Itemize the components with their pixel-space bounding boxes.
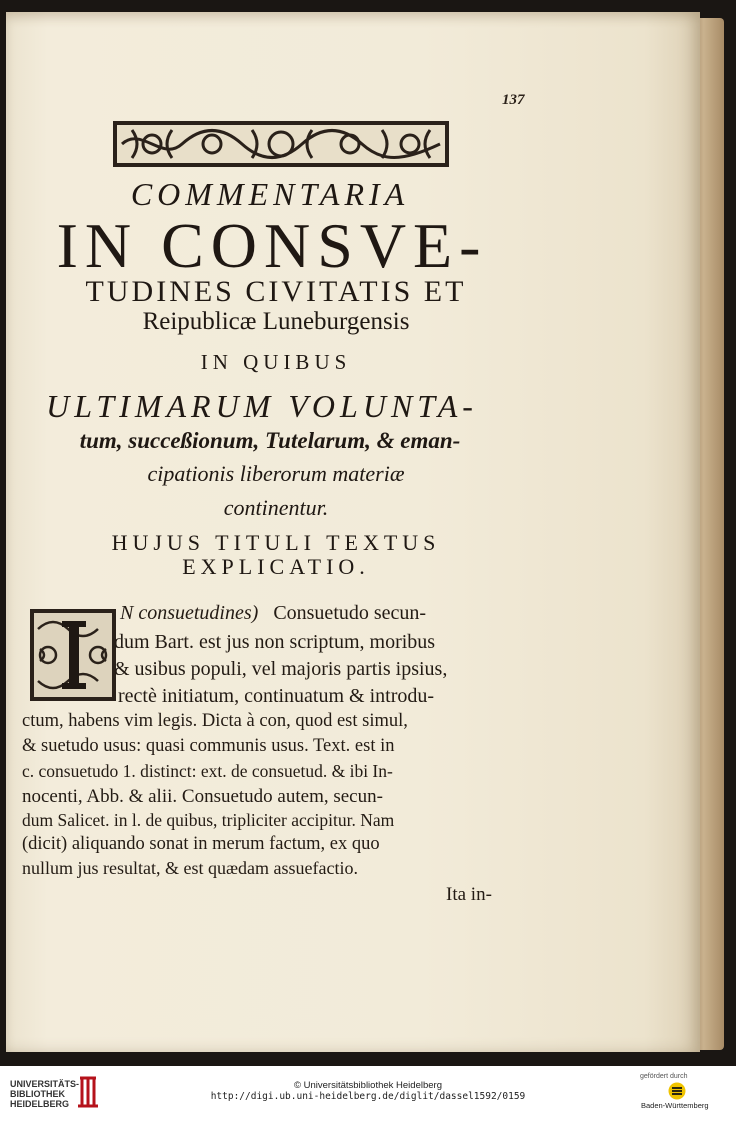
baden-wuerttemberg-crest-icon — [668, 1082, 686, 1100]
body-line-4: rectè initiatum, continuatum & introdu- — [118, 685, 435, 707]
title-in-quibus: IN QUIBUS — [200, 350, 352, 374]
body-line-7: c. consuetudo 1. distinct: ext. de consuetud. & ibi In- — [22, 761, 393, 781]
library-name-line-2: BIBLIOTHEK — [10, 1089, 65, 1099]
title-continentur: continentur. — [223, 495, 329, 520]
title-reipublicae: Reipublicæ Luneburgensis — [142, 308, 410, 335]
body-line-10: (dicit) aliquando sonat in merum factum, ex quo — [22, 834, 380, 854]
title-commentaria: COMMENTARIA — [130, 176, 410, 212]
lemma-text: N consuetudines) — [120, 602, 259, 624]
page-number: 137 — [502, 92, 525, 108]
headpiece-ornament — [112, 120, 450, 168]
decorated-initial — [30, 609, 116, 701]
body-line-1-rest: Consuetudo secun- — [273, 602, 427, 624]
funded-by-label: gefördert durch — [640, 1073, 688, 1080]
subtitle-hujus: HUJUS TITULI TEXTUS — [111, 530, 441, 555]
permalink-url[interactable]: http://digi.ub.uni-heidelberg.de/diglit/dassel1592/0159 — [210, 1091, 526, 1102]
body-line-9: dum Salicet. in l. de quibus, tripliciter accipitur. Nam — [22, 810, 395, 830]
title-in-consve: IN CONSVE- — [56, 210, 488, 281]
body-line-6: & suetudo usus: quasi communis usus. Text. est in — [22, 736, 395, 756]
body-line-1 — [120, 602, 426, 625]
library-name-line-1: UNIVERSITÄTS- — [10, 1079, 80, 1089]
book-page — [6, 12, 700, 1052]
title-ultimarum: ULTIMARUM VOLUNTA- — [46, 388, 478, 424]
body-line-11: nullum jus resultat, & est quædam assuefactio. — [22, 858, 358, 878]
title-successionum: tum, succeßionum, Tutelarum, & eman- — [79, 428, 461, 453]
body-line-8: nocenti, Abb. & alii. Consuetudo autem, secun- — [22, 786, 383, 807]
body-line-5: ctum, habens vim legis. Dicta à con, quod est simul, — [22, 711, 408, 731]
viewer-footer — [0, 1066, 736, 1121]
body-line-3: & usibus populi, vel majoris partis ipsius, — [114, 658, 448, 680]
copyright-notice: © Universitätsbibliothek Heidelberg — [294, 1080, 442, 1091]
funder-name: Baden-Württemberg — [641, 1101, 709, 1110]
title-cipationis: cipationis liberorum materiæ — [147, 461, 405, 486]
library-name-line-3: HEIDELBERG — [10, 1099, 70, 1109]
catchword: Ita in- — [446, 884, 492, 905]
body-line-2: dum Bart. est jus non scriptum, moribus — [114, 631, 436, 653]
subtitle-explicatio: EXPLICATIO. — [182, 554, 370, 579]
title-tudines: TUDINES CIVITATIS ET — [85, 275, 467, 308]
